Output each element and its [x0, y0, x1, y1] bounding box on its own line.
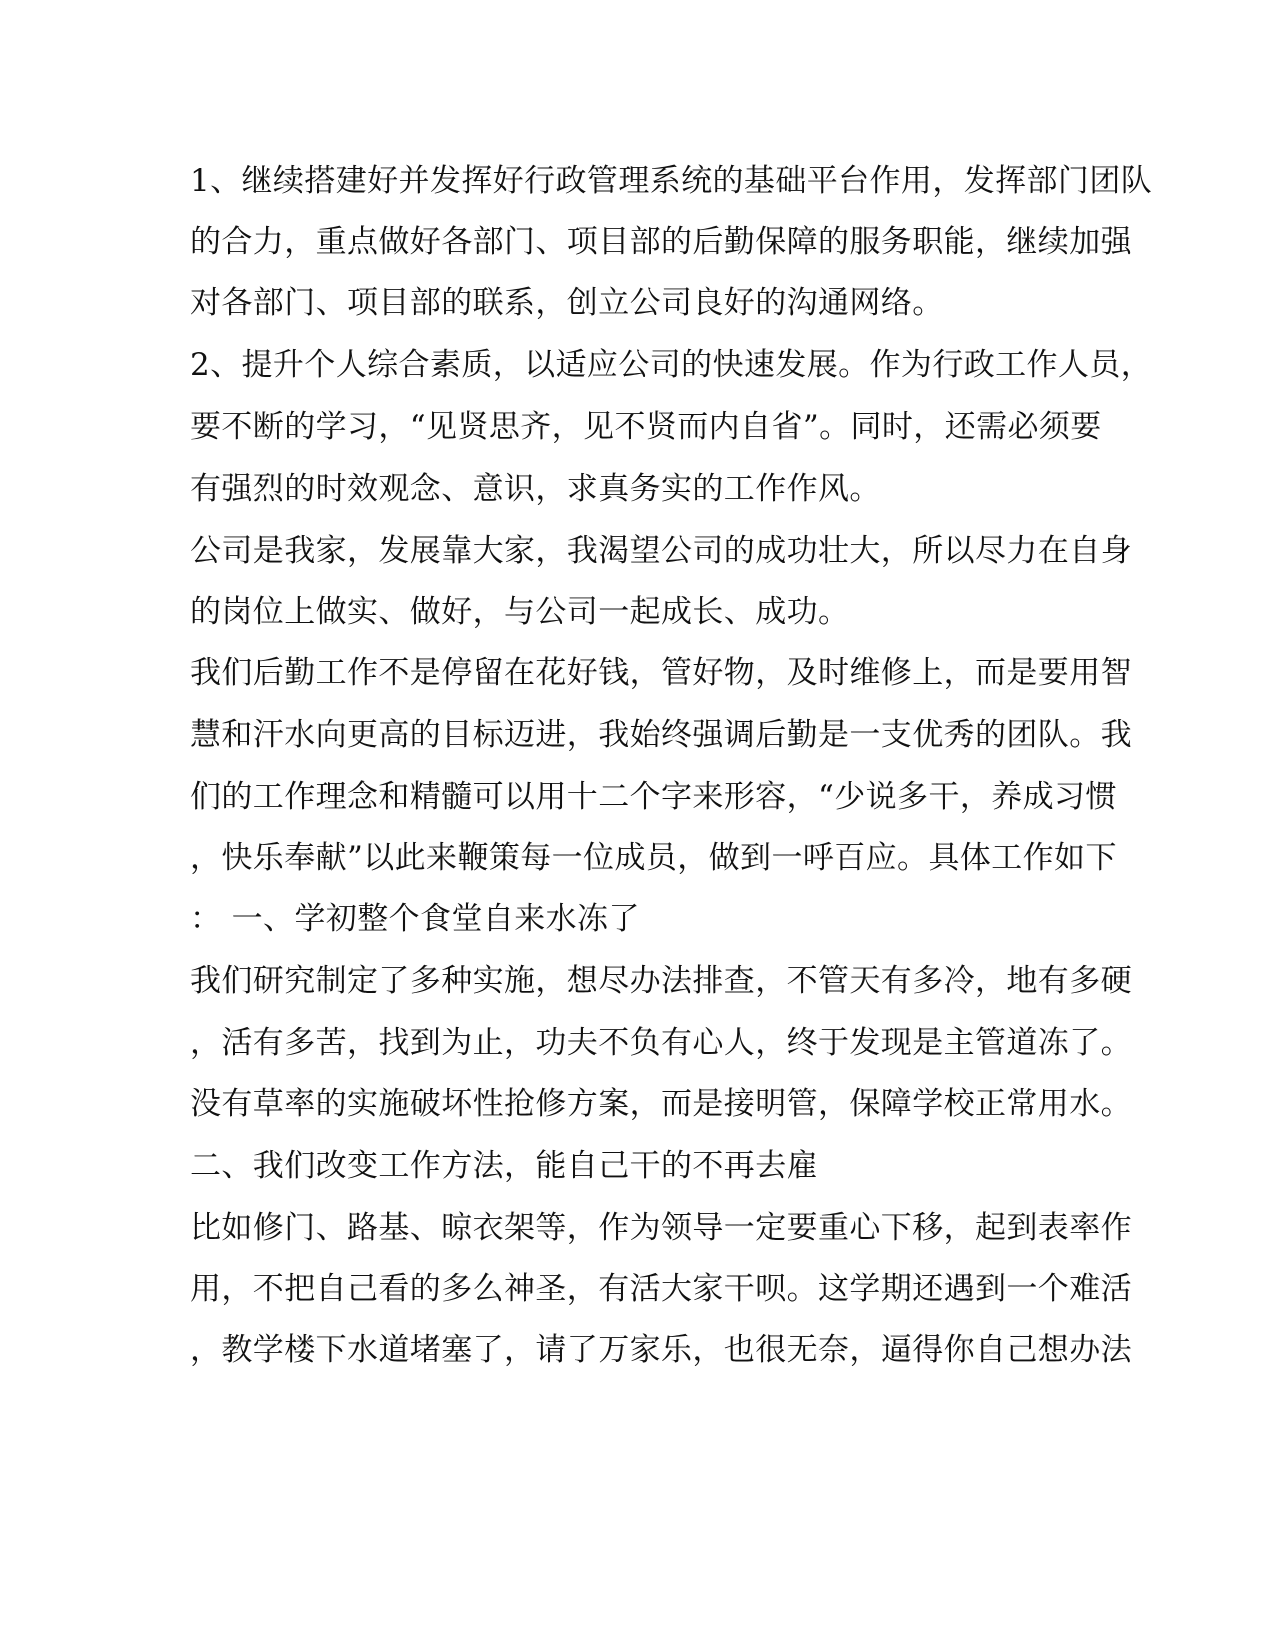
text-line-12: ，快乐奉献”以此来鞭策每一位成员，做到一呼百应。具体工作如下 — [190, 840, 1117, 876]
text-line-19: 用，不把自己看的多么神圣，有活大家干呗。这学期还遇到一个难活 — [190, 1271, 1132, 1307]
text-line-17: 二、我们改变工作方法，能自己干的不再去雇 — [190, 1148, 818, 1184]
text-line-7: 公司是我家，发展靠大家，我渴望公司的成功壮大，所以尽力在自身 — [190, 533, 1132, 569]
text-line-10: 慧和汗水向更高的目标迈进，我始终强调后勤是一支优秀的团队。我 — [190, 717, 1132, 753]
text-line-20: ，教学楼下水道堵塞了，请了万家乐，也很无奈，逼得你自己想办法 — [190, 1332, 1132, 1368]
text-line-6: 有强烈的时效观念、意识，求真务实的工作作风。 — [190, 471, 881, 507]
text-line-1: 1、继续搭建好并发挥好行政管理系统的基础平台作用，发挥部门团队 — [190, 163, 1153, 199]
text-line-5: 要不断的学习，“见贤思齐，见不贤而内自省”。同时，还需必须要 — [190, 409, 1102, 445]
text-line-4: 2、提升个人综合素质，以适应公司的快速发展。作为行政工作人员， — [190, 347, 1153, 383]
text-line-16: 没有草率的实施破坏性抢修方案，而是接明管，保障学校正常用水。 — [190, 1086, 1132, 1122]
text-line-14: 我们研究制定了多种实施，想尽办法排查，不管天有多冷，地有多硬 — [190, 963, 1132, 999]
text-line-15: ，活有多苦，找到为止，功夫不负有心人，终于发现是主管道冻了。 — [190, 1025, 1132, 1061]
text-line-11: 们的工作理念和精髓可以用十二个字来形容，“少说多干，养成习惯 — [190, 779, 1117, 815]
text-line-18: 比如修门、路基、晾衣架等，作为领导一定要重心下移，起到表率作 — [190, 1210, 1132, 1246]
text-line-2: 的合力，重点做好各部门、项目部的后勤保障的服务职能，继续加强 — [190, 224, 1132, 260]
text-line-3: 对各部门、项目部的联系，创立公司良好的沟通网络。 — [190, 285, 944, 321]
text-line-8: 的岗位上做实、做好，与公司一起成长、成功。 — [190, 594, 850, 630]
text-line-9: 我们后勤工作不是停留在花好钱，管好物，及时维修上，而是要用智 — [190, 655, 1132, 691]
text-line-13: ： 一、学初整个食堂自来水冻了 — [190, 901, 640, 937]
